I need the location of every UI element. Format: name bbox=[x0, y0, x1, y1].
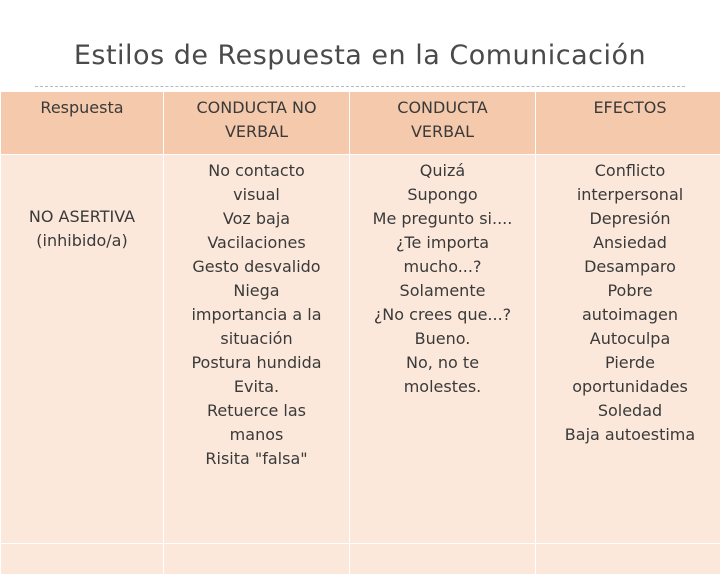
cell-line: Solamente bbox=[350, 279, 535, 303]
empty-cell bbox=[1, 544, 164, 575]
cell-line: (inhibido/a) bbox=[1, 229, 163, 253]
empty-cell bbox=[164, 544, 350, 575]
cell-line: ¿Te importa bbox=[350, 231, 535, 255]
cell-line: Supongo bbox=[350, 183, 535, 207]
cell-line: Retuerce las bbox=[164, 399, 349, 423]
cell-line: Depresión bbox=[536, 207, 720, 231]
title-divider bbox=[35, 86, 685, 87]
cell-line: Quizá bbox=[350, 159, 535, 183]
cell-line: mucho...? bbox=[350, 255, 535, 279]
cell-line: oportunidades bbox=[536, 375, 720, 399]
cell-line: Desamparo bbox=[536, 255, 720, 279]
cell-conducta-no-verbal bbox=[164, 155, 350, 544]
cell-line: Gesto desvalido bbox=[164, 255, 349, 279]
header-efectos bbox=[536, 92, 720, 155]
header-line: CONDUCTA NO bbox=[164, 96, 349, 120]
empty-cell bbox=[350, 544, 536, 575]
header-line: CONDUCTA bbox=[350, 96, 535, 120]
table-header-row bbox=[1, 92, 720, 155]
cell-line: Baja autoestima bbox=[536, 423, 720, 447]
table-row bbox=[1, 155, 720, 544]
cell-line: ¿No crees que...? bbox=[350, 303, 535, 327]
header-line: VERBAL bbox=[350, 120, 535, 144]
cell-conducta-verbal bbox=[350, 155, 536, 544]
cell-line: Evita. bbox=[164, 375, 349, 399]
cell-line: situación bbox=[164, 327, 349, 351]
header-conducta-no-verbal bbox=[164, 92, 350, 155]
cell-line: Postura hundida bbox=[164, 351, 349, 375]
cell-line: NO ASERTIVA bbox=[1, 205, 163, 229]
cell-line: Soledad bbox=[536, 399, 720, 423]
header-respuesta bbox=[1, 92, 164, 155]
cell-line: importancia a la bbox=[164, 303, 349, 327]
cell-line: visual bbox=[164, 183, 349, 207]
table-empty-row bbox=[1, 544, 720, 575]
cell-line: Autoculpa bbox=[536, 327, 720, 351]
response-styles-table bbox=[0, 91, 720, 575]
page-title: Estilos de Respuesta en la Comunicación bbox=[0, 40, 720, 71]
header-line: Respuesta bbox=[1, 96, 163, 120]
cell-line: Bueno. bbox=[350, 327, 535, 351]
empty-cell bbox=[536, 544, 720, 575]
header-conducta-verbal bbox=[350, 92, 536, 155]
cell-line: Ansiedad bbox=[536, 231, 720, 255]
cell-line: Conflicto bbox=[536, 159, 720, 183]
header-line: EFECTOS bbox=[536, 96, 720, 120]
cell-line: Pierde bbox=[536, 351, 720, 375]
header-line: VERBAL bbox=[164, 120, 349, 144]
cell-line: manos bbox=[164, 423, 349, 447]
cell-line: Pobre bbox=[536, 279, 720, 303]
cell-line: autoimagen bbox=[536, 303, 720, 327]
cell-line: Risita "falsa" bbox=[164, 447, 349, 471]
cell-respuesta bbox=[1, 155, 164, 544]
cell-line: molestes. bbox=[350, 375, 535, 399]
cell-line: Niega bbox=[164, 279, 349, 303]
cell-line: No, no te bbox=[350, 351, 535, 375]
cell-efectos bbox=[536, 155, 720, 544]
cell-line: Me pregunto si.... bbox=[350, 207, 535, 231]
cell-line: interpersonal bbox=[536, 183, 720, 207]
cell-line: No contacto bbox=[164, 159, 349, 183]
cell-line: Voz baja bbox=[164, 207, 349, 231]
cell-line: Vacilaciones bbox=[164, 231, 349, 255]
